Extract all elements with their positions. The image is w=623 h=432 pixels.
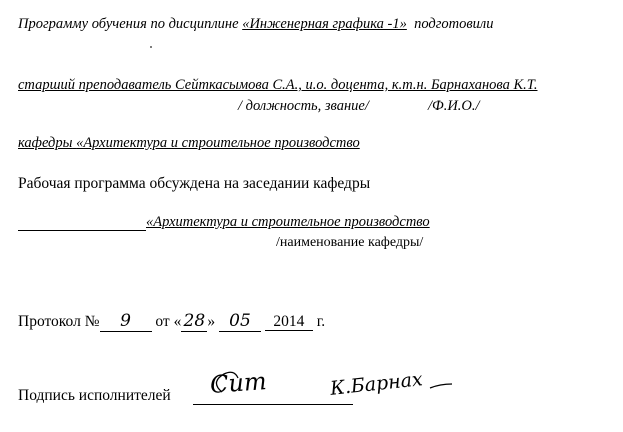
authors-text: старший преподаватель Сейткасымова С.А., и.о. доцента, к.т.н. Барнаханова К.Т.	[18, 77, 538, 93]
signature-1: Сит	[209, 367, 268, 399]
department-name: «Архитектура и строительное производство	[76, 135, 360, 151]
discussion-dept-name: «Архитектура и строительное производство	[146, 214, 430, 230]
protocol-number-field	[100, 313, 152, 332]
protocol-close-quote: »	[207, 313, 216, 330]
department-label: кафедры	[18, 135, 73, 151]
protocol-line	[18, 313, 325, 332]
protocol-month-field	[219, 313, 261, 332]
discussion-caption: /наименование кафедры/	[276, 235, 424, 250]
protocol-year-field	[265, 314, 313, 331]
dept-blank	[18, 215, 146, 231]
department-line	[18, 135, 360, 152]
protocol-label: Протокол №	[18, 313, 100, 330]
signature-label: Подпись исполнителей	[18, 387, 171, 404]
intro-prefix: Программу обучения по дисциплине	[18, 16, 243, 32]
signature-underline	[193, 404, 353, 405]
scan-dot	[150, 46, 152, 48]
intro-line	[18, 16, 494, 33]
signature-2: К.Барнах	[329, 368, 424, 400]
protocol-year-suffix: г.	[316, 313, 326, 330]
signature-line	[18, 387, 171, 405]
protocol-from: от «	[155, 313, 182, 330]
authors-caption-name: /Ф.И.О./	[428, 98, 480, 114]
protocol-year: 2014	[273, 313, 305, 330]
authors-line	[18, 77, 538, 94]
discipline-name: «Инженерная графика -1»	[242, 16, 407, 32]
discussion-text: Рабочая программа обсуждена на заседании кафедры	[18, 175, 371, 192]
discussion-dept-line	[18, 214, 430, 231]
protocol-day-field	[181, 313, 207, 332]
protocol-day: 28	[183, 311, 206, 331]
protocol-number: 9	[120, 311, 131, 331]
discussion-line	[18, 175, 370, 193]
protocol-month: 05	[229, 311, 251, 331]
intro-suffix: подготовили	[414, 16, 494, 32]
authors-caption-position: / должность, звание/	[238, 98, 369, 114]
